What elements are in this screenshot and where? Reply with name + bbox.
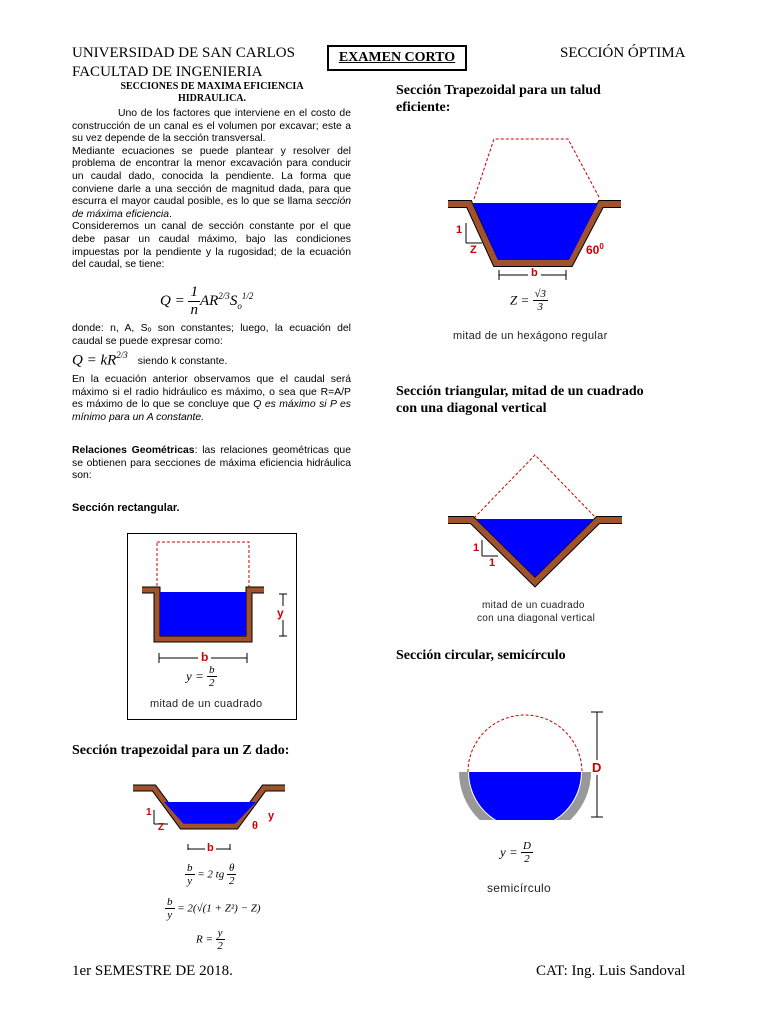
caudal-fraction-den: n (190, 302, 198, 318)
trapz-heading: Sección trapezoidal para un Z dado: (72, 743, 290, 758)
circ-heading: Sección circular, semicírculo (396, 648, 566, 663)
trap-eff-formula-den: 3 (537, 301, 544, 313)
trapz-label-1: 1 (146, 807, 152, 818)
rect-water (160, 592, 246, 636)
trap-eff-caption: mitad de un hexágono regular (453, 330, 608, 342)
trap-eff-figure (448, 135, 628, 285)
tri-diagram (448, 450, 628, 590)
tri-label-1-vertical: 1 (473, 542, 480, 554)
trap-eff-label-z: Z (470, 244, 477, 256)
paragraph-5 (72, 374, 351, 424)
trapz-f2-rhs: = 2(√(1 + Z²) − Z) (177, 902, 261, 915)
circ-formula (500, 840, 533, 865)
circ-formula-frac (521, 840, 533, 865)
circ-label-d: D (592, 760, 602, 775)
caudal-formula (160, 284, 253, 324)
trap-eff-label-60 (586, 242, 604, 257)
rect-formula-lhs: y = (186, 668, 204, 684)
k-formula (72, 350, 227, 369)
trapz-figure (130, 780, 290, 854)
trapz-f1-den: 2 (228, 875, 235, 887)
rect-formula-frac (207, 664, 217, 689)
geometric-relations-label: Relaciones Geométricas (72, 445, 195, 456)
caudal-formula-lhs: Q = (160, 293, 185, 309)
paragraph-5-emphasis: Q es máximo si P es mínimo para un A constante. (72, 399, 351, 423)
tri-caption-line-1: mitad de un cuadrado (482, 600, 585, 611)
trapz-label-theta: θ (252, 820, 258, 832)
tri-label-1-horizontal: 1 (489, 557, 496, 569)
intro-text (72, 108, 351, 272)
paragraph-2 (72, 146, 351, 222)
trapz-channel-diagram (130, 780, 290, 850)
trap-eff-formula (510, 288, 548, 313)
caudal-exp-1: 2/3 (218, 290, 230, 301)
trap-eff-diagram (448, 135, 628, 285)
trapz-f2-den: y (167, 909, 173, 921)
caudal-exp-2: 1/2 (241, 290, 254, 301)
subtitle-line-2: HIDRAULICA. (177, 93, 247, 104)
section-title: SECCIÓN ÓPTIMA (560, 45, 686, 61)
trap-eff-heading-line-2: eficiente: (396, 100, 451, 115)
trapz-formula-1 (185, 862, 236, 887)
faculty-name: FACULTAD DE INGENIERIA (72, 64, 263, 80)
trapz-formula-2 (165, 896, 261, 921)
caudal-fraction-num: 1 (190, 284, 198, 300)
trapz-f3-den: 2 (217, 940, 223, 952)
subtitle-line-1: SECCIONES DE MAXIMA EFICIENCIA (120, 81, 304, 92)
trap-eff-formula-frac (533, 288, 549, 313)
circ-dashed-upper (468, 715, 582, 772)
trapz-f1-lhs-num: b (187, 862, 193, 874)
rect-label-b: b (198, 650, 211, 664)
trap-eff-heading-line-1: Sección Trapezoidal para un talud (396, 83, 601, 98)
trapz-label-z: Z (158, 822, 165, 833)
trapz-f1-frac (227, 862, 236, 887)
trapz-formula-3 (196, 927, 225, 952)
tri-figure (448, 450, 628, 590)
trapz-f1-lhs-den: y (187, 875, 193, 887)
paragraph-2-emphasis: sección de máxima eficiencia (72, 196, 351, 220)
geometric-relations (72, 445, 351, 483)
trapz-f2-num: b (167, 896, 173, 908)
footer-semester: 1er SEMESTRE DE 2018. (72, 963, 233, 979)
tri-heading (396, 383, 644, 417)
caudal-fraction (188, 284, 200, 319)
circ-formula-den: 2 (524, 853, 530, 865)
rect-formula-den: 2 (209, 677, 215, 689)
trapz-f3-num: y (217, 927, 223, 939)
circ-water (469, 772, 581, 820)
trap-eff-label-b: b (528, 267, 541, 279)
trap-eff-degree: 0 (599, 242, 604, 251)
rect-channel-diagram (128, 534, 296, 719)
paragraph-3: Consideremos un canal de sección constante por el que debe pasar un caudal máximo, bajo las condiciones impuestas por la pendiente y la rugosidad; de la ecuación del caudal, se tiene: (72, 221, 351, 271)
rect-figure-box (127, 533, 297, 720)
circ-formula-lhs: y = (500, 844, 518, 860)
caudal-sub-o: o (237, 300, 242, 311)
circ-figure (455, 705, 615, 820)
trap-eff-label-1: 1 (456, 224, 463, 236)
circ-caption: semicírculo (487, 881, 551, 895)
caudal-formula-ar: AR (199, 293, 219, 309)
rect-formula (186, 664, 217, 689)
k-formula-main: Q = kR (72, 352, 117, 369)
trapz-f2-lhs (165, 896, 175, 921)
trap-eff-heading (396, 82, 601, 116)
rect-caption: mitad de un cuadrado (150, 698, 263, 710)
circ-diagram (455, 705, 615, 820)
circ-formula-num: D (523, 840, 531, 852)
caudal-formula-s: S (229, 293, 238, 309)
paragraph-5-text: En la ecuación anterior observamos que el caudal será máximo si el radio hidráulico es máximo, o sea que R=A/P es máximo de lo que se concluye que (72, 374, 351, 411)
trapz-label-y: y (268, 810, 275, 822)
tri-heading-line-2: con una diagonal vertical (396, 401, 547, 416)
trap-eff-dashed-hexagon (474, 139, 600, 199)
trap-eff-formula-num: √3 (534, 288, 547, 300)
tri-caption-line-2: con una diagonal vertical (477, 613, 596, 624)
trapz-label-b: b (207, 842, 214, 854)
trapz-f1-rhs: = 2 tg (197, 868, 225, 881)
university-name: UNIVERSIDAD DE SAN CARLOS (72, 45, 295, 61)
footer-instructor: CAT: Ing. Luis Sandoval (536, 963, 686, 979)
tri-heading-line-1: Sección triangular, mitad de un cuadrado (396, 384, 644, 399)
trap-eff-hidden (458, 140, 601, 201)
subtitle (72, 81, 352, 105)
paragraph-1: Uno de los factores que interviene en el costo de construcción de un canal es el volumen por excavar; este a su vez depende de la sección transversal. (72, 108, 351, 145)
trapz-f3-lhs: R = (196, 933, 213, 946)
geometric-relations-text: : las relaciones geométricas que se obtienen para secciones de máxima eficiencia hidráulica son: (72, 445, 351, 482)
tri-dashed-outline (474, 455, 596, 518)
trap-eff-60-value: 60 (586, 243, 600, 257)
paragraph-2-text: Mediante ecuaciones se puede plantear y resolver del problema de encontrar la menor excavación para conducir un caudal dado, conocida la pendiente. La forma que conviene darle a una sección de magnitud dada, para que escurra el mayor caudal posible, es lo que se llama (72, 145, 351, 208)
k-formula-exp: 2/3 (116, 350, 128, 360)
k-formula-note: siendo k constante. (137, 356, 228, 368)
trapz-f1-lhs (185, 862, 195, 887)
trap-eff-formula-lhs: Z = (510, 292, 530, 308)
paragraph-4: donde: n, A, Sₒ son constantes; luego, la ecuación del caudal se puede expresar como: (72, 323, 351, 347)
rect-section-heading: Sección rectangular. (72, 502, 180, 514)
trapz-f1-num: θ (228, 862, 235, 874)
exam-title: EXAMEN CORTO (327, 45, 467, 71)
rect-dashed-outline (157, 542, 249, 597)
rect-formula-num: b (209, 664, 215, 676)
paragraph-2-end: . (169, 208, 172, 220)
rect-label-y: y (277, 606, 284, 620)
trapz-f3-frac (216, 927, 225, 952)
